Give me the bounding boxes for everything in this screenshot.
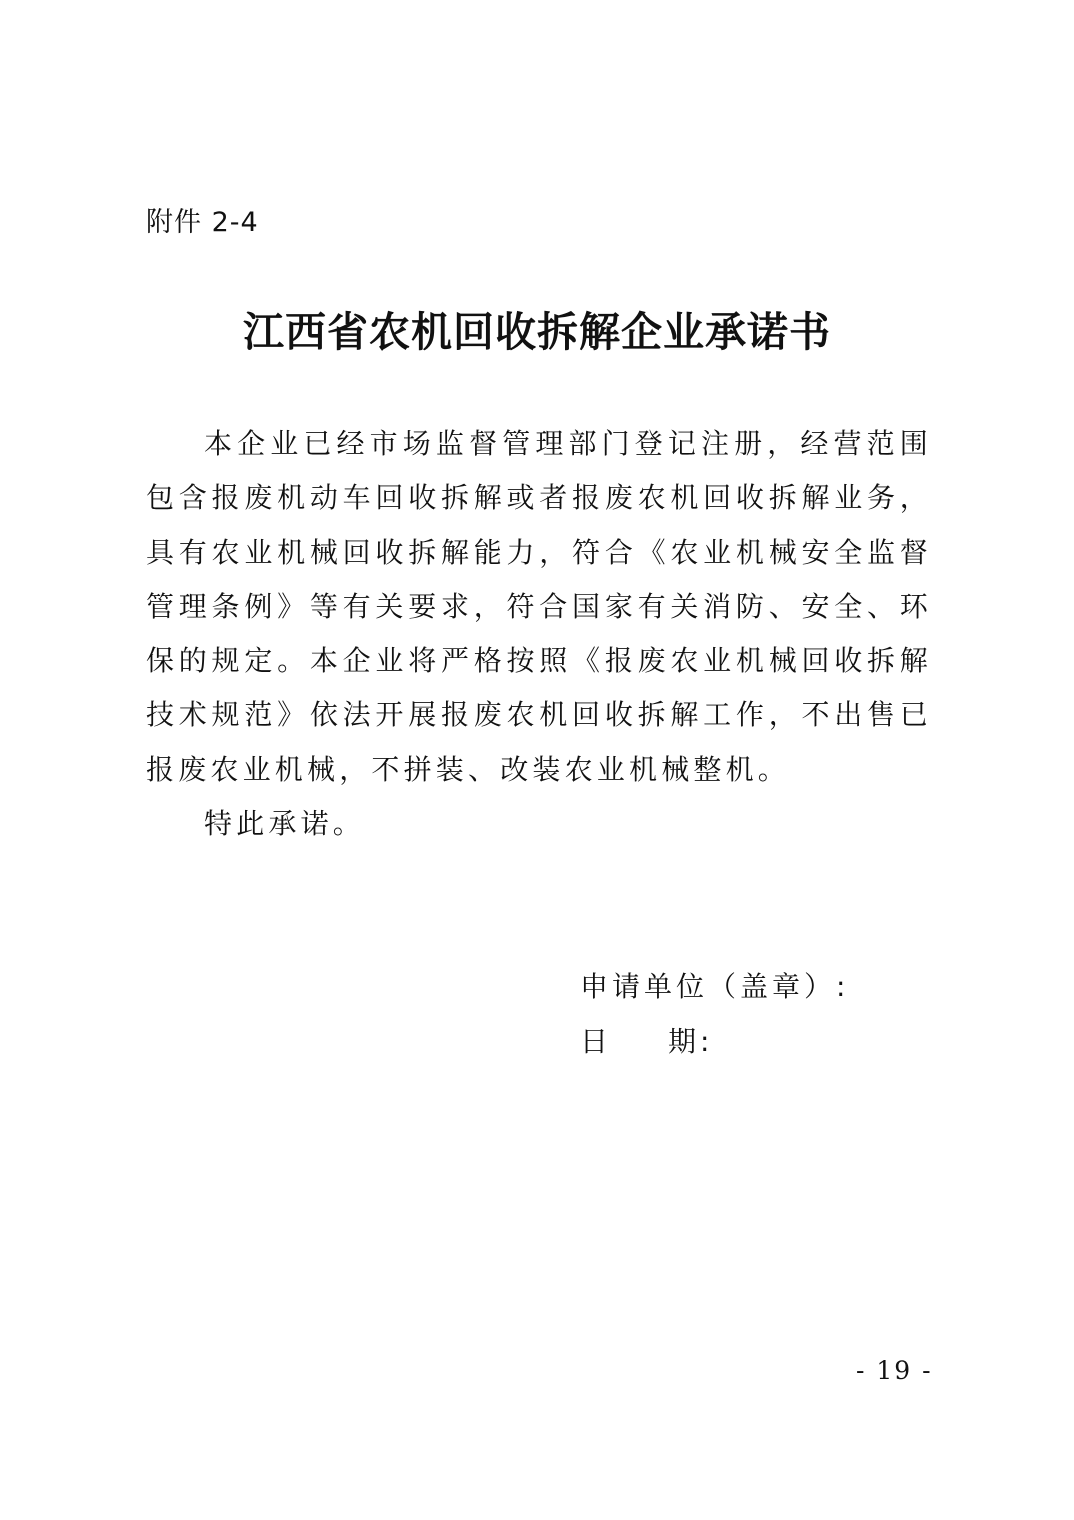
body-paragraph: 本企业已经市场监督管理部门登记注册，经营范围包含报废机动车回收拆解或者报废农机回收拆解业务，具有农业机械回收拆解能力，符合《农业机械安全监督管理条例》等有关要求，符合国家有关消防、安全、环保的规定。本企业将严格按照《报废农业机械回收拆解技术规范》依法开展报废农机回收拆解工作，不出售已报废农业机械，不拼装、改装农业机械整机。 <box>146 427 932 786</box>
applicant-unit-label: 申请单位（盖章）: <box>580 970 850 1003</box>
attachment-label: 附件 2-4 <box>146 207 259 238</box>
document-title: 江西省农机回收拆解企业承诺书 <box>243 308 831 356</box>
date-label-first: 日 <box>580 1025 613 1058</box>
date-label <box>580 1022 713 1062</box>
closing-statement: 特此承诺。 <box>204 807 366 840</box>
date-label-second: 期: <box>668 1025 714 1058</box>
page-number: - 19 - <box>856 1356 933 1385</box>
commitment-body <box>146 417 932 797</box>
